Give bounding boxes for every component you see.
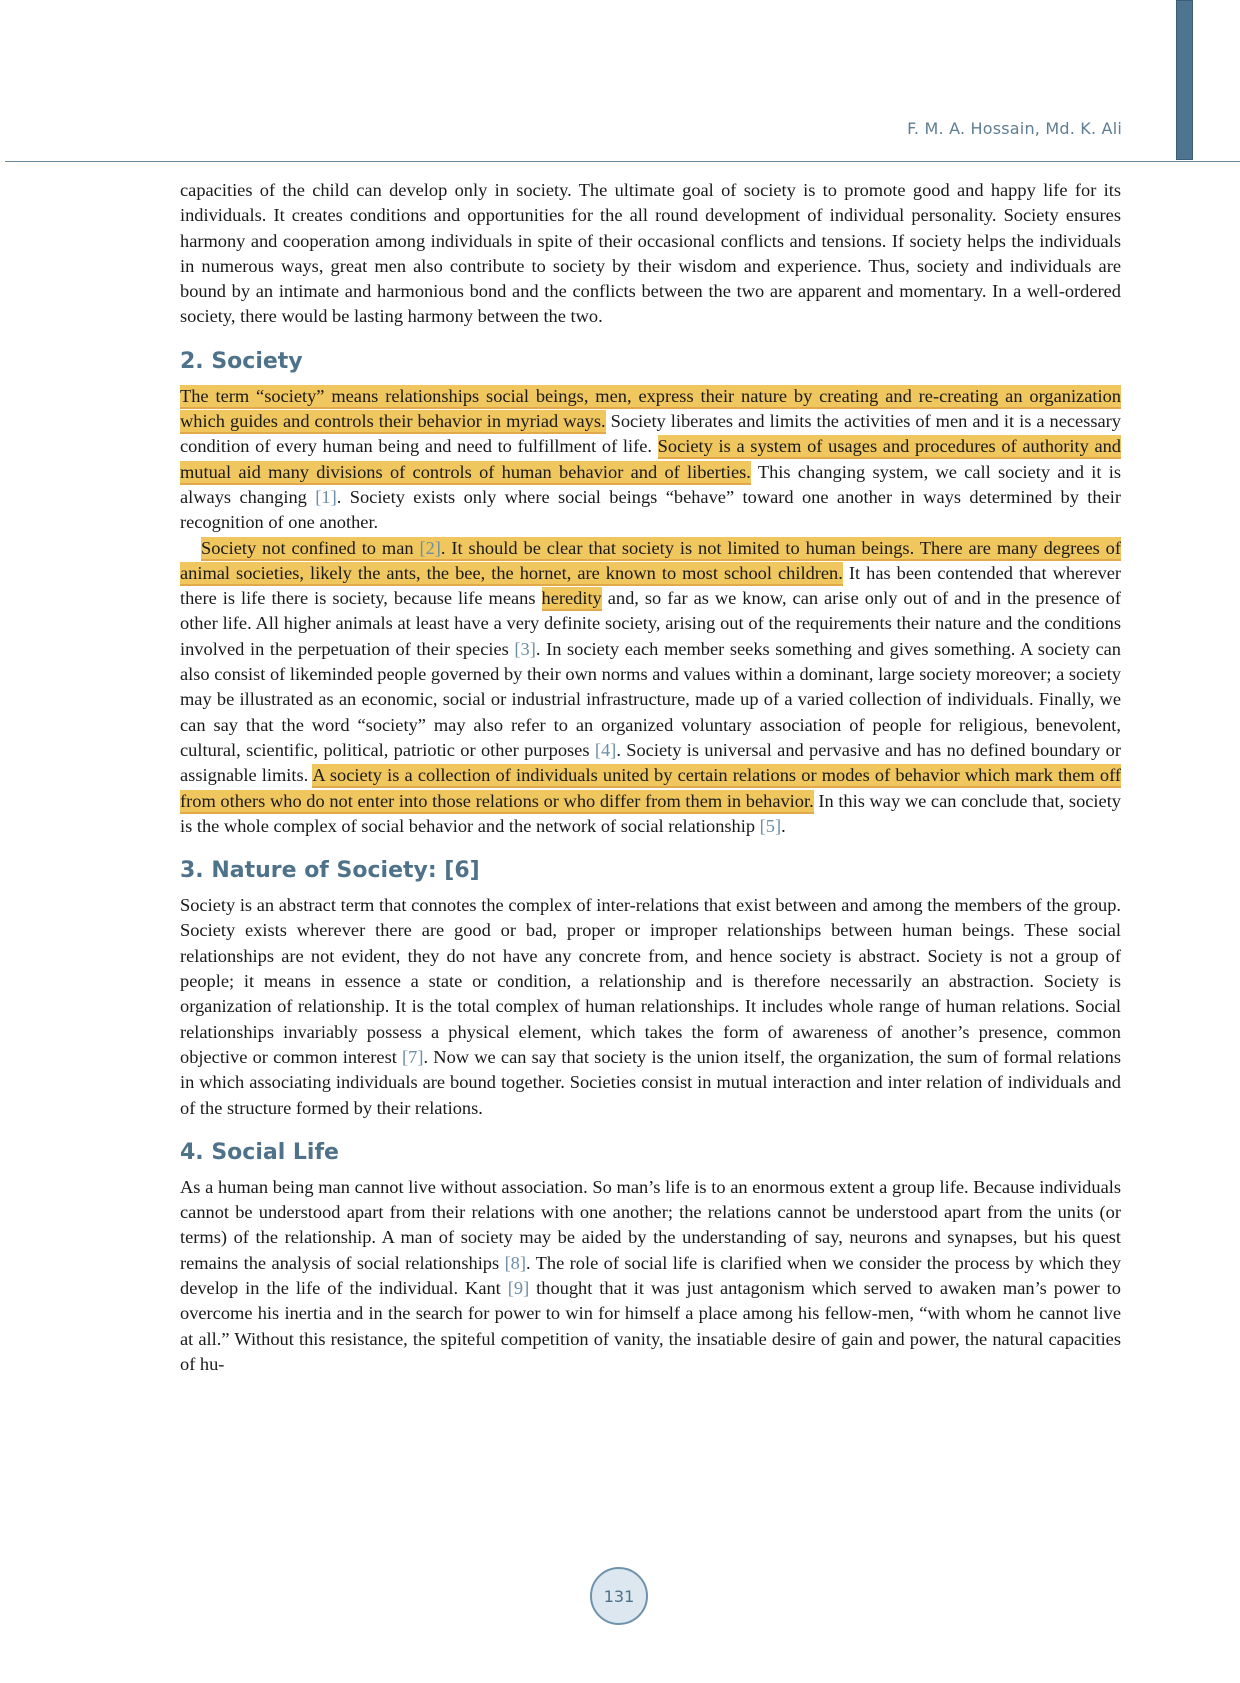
- citation-link-5[interactable]: [5]: [759, 815, 782, 836]
- citation-link-8[interactable]: [8]: [504, 1252, 527, 1273]
- side-accent-bar: [1176, 0, 1193, 160]
- citation-link-7[interactable]: [7]: [402, 1046, 424, 1067]
- society-paragraph-2: [180, 536, 1121, 840]
- page-number-badge: 131: [590, 1567, 648, 1625]
- citation-link-1[interactable]: [1]: [315, 486, 337, 507]
- page-body: [180, 178, 1121, 1377]
- highlighted-word[interactable]: heredity: [541, 588, 602, 609]
- body-text: As a human being man cannot live without association. So man’s life is to an enormous extent a group life. Because individuals cannot be understood apart from their relations with one another; the relations cannot be understood apart from the units (or terms) of the relationship. A man of society may be aided by the understanding of say, neurons and synapses, but his quest remains the analysis of social relationships: [180, 1176, 1121, 1273]
- section-heading-social-life: 4. Social Life: [180, 1139, 339, 1165]
- highlighted-text[interactable]: Society is a system of usages and procedures of authority and mutual aid many divisions of controls of human behavior and of liberties.: [180, 436, 1121, 482]
- section-heading-society: 2. Society: [180, 348, 303, 374]
- body-text: Society is an abstract term that connotes the complex of inter-relations that exist between and among the members of the group. Society exists wherever there are good or bad, proper or improper relationships between human beings. These social relationships are not evident, they do not have any concrete from, and hence society is abstract. Society is not a group of people; it means in essence a state or condition, a relationship and is therefore necessarily an abstraction. Society is organization of relationship. It is the total complex of human relationships. It includes whole range of human relations. Social relationships invariably possess a physical element, which takes the form of awareness of another’s presence, common objective or common interest: [180, 895, 1121, 1067]
- nature-paragraph: [180, 893, 1121, 1121]
- body-text: . In society each member seeks something and gives something. A society can also consist of likeminded people governed by their own norms and values within a dominant, large society moreover; a society may be illustrated as an economic, social or industrial infrastructure, made up of a varied collection of individuals. Finally, we can say that the word “society” may also refer to an organized voluntary association of people for religious, benevolent, cultural, scientific, political, patriotic or other purposes: [180, 638, 1121, 760]
- body-text: thought that it was just antagonism which served to awaken man’s power to overcome his inertia and in the search for power to win for himself a place among his fellow-men, “with whom he cannot live at all.” Without this resistance, the spiteful competition of vanity, the insatiable desire of gain and power, the natural capacities of hu-: [180, 1277, 1121, 1374]
- intro-text: capacities of the child can develop only in society. The ultimate goal of society is to promote good and happy life for its individuals. It creates conditions and opportunities for the all round development of individual personality. Society ensures harmony and cooperation among individuals in spite of their occasional conflicts and tensions. If society helps the individuals in numerous ways, great men also contribute to society by their wisdom and experience. Thus, society and individuals are bound by an intimate and harmonious bond and the conflicts between the two are apparent and momentary. In a well-ordered society, there would be lasting harmony between the two.: [180, 180, 1121, 327]
- highlighted-text[interactable]: A society is a collection of individuals united by certain relations or modes of behavior which mark them off from others who do not enter into those relations or who differ from them in behavior.: [180, 765, 1121, 811]
- highlighted-text[interactable]: . It should be clear that society is not limited to human beings. There are many degrees of animal societies, likely the ants, the bee, the hornet, are known to most school children.: [180, 537, 1121, 583]
- body-text: Society liberates and limits the activities of men and it is a necessary condition of every human being and need to fulfillment of life.: [180, 411, 1122, 457]
- body-text: This changing system, we call society and it is always changing: [180, 461, 1121, 507]
- body-text: . The role of social life is clarified when we consider the process by which they develop in the life of the individual. Kant: [180, 1252, 1121, 1298]
- body-text: . Society exists only where social beings “behave” toward one another in ways determined by their recognition of one another.: [180, 486, 1121, 533]
- running-header-authors: F. M. A. Hossain, Md. K. Ali: [907, 119, 1122, 138]
- body-text: In this way we can conclude that, society is the whole complex of social behavior and the network of social relationship: [180, 790, 1122, 836]
- citation-link-2[interactable]: [2]: [419, 537, 441, 558]
- body-text: . Society is universal and pervasive and has no defined boundary or assignable limits.: [180, 739, 1122, 786]
- body-text: It has been contended that wherever there is life there is society, because life means: [180, 562, 1121, 609]
- body-text: . Now we can say that society is the union itself, the organization, the sum of formal relations in which associating individuals are bound together. Societies consist in mutual interaction and inter relation of individuals and of the structure formed by their relations.: [180, 1046, 1121, 1118]
- citation-link-9[interactable]: [9]: [507, 1277, 530, 1298]
- intro-paragraph: [180, 178, 1121, 330]
- citation-link-4[interactable]: [4]: [594, 739, 617, 760]
- section-heading-nature: 3. Nature of Society: [6]: [180, 858, 480, 884]
- header-rule: [5, 161, 1240, 162]
- highlighted-text[interactable]: The term “society” means relationships social beings, men, express their nature by creating and re-creating an organization which guides and controls their behavior in myriad ways.: [180, 385, 1121, 432]
- highlighted-text[interactable]: Society not confined to man: [201, 537, 420, 558]
- society-paragraph-1: [180, 384, 1121, 536]
- citation-link-3[interactable]: [3]: [514, 638, 536, 659]
- social-life-paragraph: [180, 1175, 1121, 1377]
- body-text: .: [781, 815, 786, 836]
- body-text: and, so far as we know, can arise only out of and in the presence of other life. All higher animals at least have a very definite society, arising out of the requirements their nature and the conditions involved in the perpetuation of their species: [180, 588, 1122, 659]
